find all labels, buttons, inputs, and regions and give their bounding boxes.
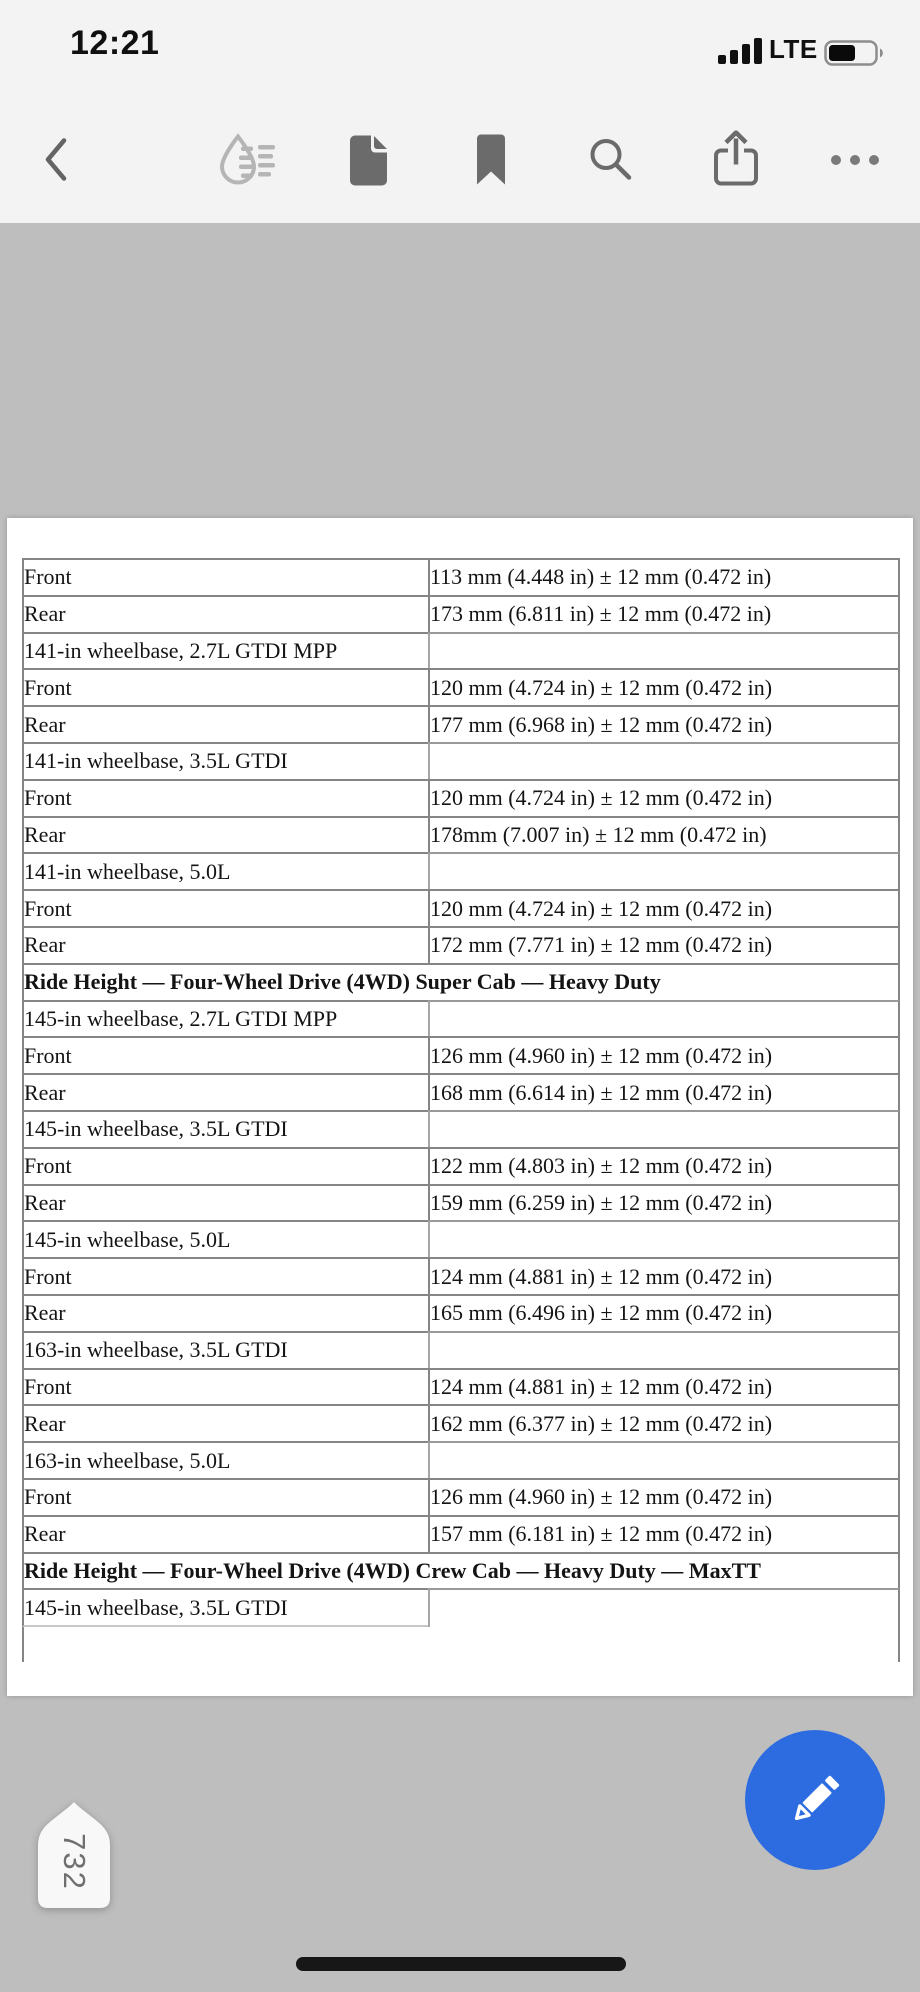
table-row <box>22 1036 900 1073</box>
section-empty-cell <box>428 632 900 669</box>
row-value: 168 mm (6.614 in) ± 12 mm (0.472 in) <box>428 1073 900 1110</box>
search-icon <box>588 137 634 183</box>
row-value: 113 mm (4.448 in) ± 12 mm (0.472 in) <box>428 558 900 595</box>
annotate-fab[interactable] <box>745 1730 885 1870</box>
table-row <box>22 1404 900 1441</box>
table-row <box>22 816 900 853</box>
signal-strength-icon <box>718 38 766 64</box>
row-label: Rear <box>22 1184 428 1221</box>
section-empty-cell <box>428 1588 900 1627</box>
page-thumbnails-icon <box>347 134 389 186</box>
section-label: 163-in wheelbase, 3.5L GTDI <box>22 1331 428 1368</box>
section-label: 163-in wheelbase, 5.0L <box>22 1441 428 1478</box>
table-row <box>22 852 900 889</box>
section-header: Ride Height — Four-Wheel Drive (4WD) Crew Cab — Heavy Duty — MaxTT <box>22 1552 900 1589</box>
table-row <box>22 1220 900 1257</box>
row-value: 178mm (7.007 in) ± 12 mm (0.472 in) <box>428 816 900 853</box>
row-label: Rear <box>22 595 428 632</box>
annotations-drop-icon <box>217 132 279 188</box>
table-row-clipped <box>22 1627 900 1662</box>
row-value: 165 mm (6.496 in) ± 12 mm (0.472 in) <box>428 1294 900 1331</box>
section-empty-cell <box>428 1220 900 1257</box>
row-value: 173 mm (6.811 in) ± 12 mm (0.472 in) <box>428 595 900 632</box>
table-row <box>22 926 900 963</box>
row-label: Front <box>22 1478 428 1515</box>
section-label: 145-in wheelbase, 2.7L GTDI MPP <box>22 1000 428 1037</box>
table-row <box>22 632 900 669</box>
row-label: Front <box>22 1036 428 1073</box>
row-value: 126 mm (4.960 in) ± 12 mm (0.472 in) <box>428 1478 900 1515</box>
row-label: Rear <box>22 1404 428 1441</box>
row-label: Front <box>22 1147 428 1184</box>
section-label: 145-in wheelbase, 3.5L GTDI <box>22 1110 428 1147</box>
section-label: 145-in wheelbase, 3.5L GTDI <box>22 1588 428 1627</box>
row-value: 159 mm (6.259 in) ± 12 mm (0.472 in) <box>428 1184 900 1221</box>
row-value: 126 mm (4.960 in) ± 12 mm (0.472 in) <box>428 1036 900 1073</box>
table-row <box>22 1294 900 1331</box>
section-header: Ride Height — Four-Wheel Drive (4WD) Super Cab — Heavy Duty <box>22 963 900 1000</box>
table-row <box>22 889 900 926</box>
row-label: Rear <box>22 1294 428 1331</box>
row-value: 122 mm (4.803 in) ± 12 mm (0.472 in) <box>428 1147 900 1184</box>
row-label: Rear <box>22 1073 428 1110</box>
row-label: Rear <box>22 705 428 742</box>
back-chevron-icon <box>40 136 70 184</box>
section-empty-cell <box>428 852 900 889</box>
row-value: 177 mm (6.968 in) ± 12 mm (0.472 in) <box>428 705 900 742</box>
section-empty-cell <box>428 1331 900 1368</box>
more-button[interactable] <box>830 153 880 171</box>
section-label: 141-in wheelbase, 5.0L <box>22 852 428 889</box>
clipped-cell <box>22 1627 900 1662</box>
row-value: 124 mm (4.881 in) ± 12 mm (0.472 in) <box>428 1257 900 1294</box>
row-value: 120 mm (4.724 in) ± 12 mm (0.472 in) <box>428 668 900 705</box>
table-row <box>22 1441 900 1478</box>
annotations-button[interactable] <box>217 132 279 193</box>
row-value: 157 mm (6.181 in) ± 12 mm (0.472 in) <box>428 1515 900 1552</box>
section-empty-cell <box>428 1110 900 1147</box>
table-row <box>22 1110 900 1147</box>
row-label: Front <box>22 558 428 595</box>
table-row <box>22 1000 900 1037</box>
row-label: Front <box>22 668 428 705</box>
battery-icon <box>824 40 886 66</box>
table-row <box>22 1552 900 1589</box>
page-thumbnails-button[interactable] <box>347 134 389 191</box>
row-value: 124 mm (4.881 in) ± 12 mm (0.472 in) <box>428 1368 900 1405</box>
share-icon <box>711 131 761 189</box>
section-label: 141-in wheelbase, 2.7L GTDI MPP <box>22 632 428 669</box>
ride-height-table-body <box>22 558 900 1662</box>
home-indicator[interactable] <box>296 1957 626 1971</box>
page-number-tab[interactable] <box>35 1800 113 1910</box>
section-empty-cell <box>428 1000 900 1037</box>
ride-height-table <box>22 558 900 1662</box>
table-row <box>22 1257 900 1294</box>
table-row <box>22 779 900 816</box>
row-label: Rear <box>22 816 428 853</box>
document-viewport[interactable] <box>0 223 920 1992</box>
pdf-page <box>7 518 913 1696</box>
table-row <box>22 1478 900 1515</box>
row-label: Front <box>22 889 428 926</box>
row-value: 162 mm (6.377 in) ± 12 mm (0.472 in) <box>428 1404 900 1441</box>
section-label: 141-in wheelbase, 3.5L GTDI <box>22 742 428 779</box>
share-button[interactable] <box>711 131 761 194</box>
top-chrome <box>0 0 920 223</box>
back-button[interactable] <box>40 136 70 189</box>
table-row <box>22 1331 900 1368</box>
table-row <box>22 742 900 779</box>
status-time: 12:21 <box>70 24 160 62</box>
table-row <box>22 705 900 742</box>
section-empty-cell <box>428 1441 900 1478</box>
search-button[interactable] <box>588 137 634 188</box>
section-empty-cell <box>428 742 900 779</box>
section-label: 145-in wheelbase, 5.0L <box>22 1220 428 1257</box>
row-label: Front <box>22 779 428 816</box>
table-row <box>22 595 900 632</box>
table-row <box>22 1147 900 1184</box>
row-label: Rear <box>22 926 428 963</box>
row-value: 120 mm (4.724 in) ± 12 mm (0.472 in) <box>428 779 900 816</box>
table-row <box>22 1588 900 1627</box>
page-number-label: 732 <box>57 1832 92 1891</box>
table-row <box>22 558 900 595</box>
table-row <box>22 1368 900 1405</box>
row-value: 120 mm (4.724 in) ± 12 mm (0.472 in) <box>428 889 900 926</box>
table-row <box>22 1184 900 1221</box>
row-label: Rear <box>22 1515 428 1552</box>
network-type-label: LTE <box>769 34 818 64</box>
table-row <box>22 668 900 705</box>
table-row <box>22 1515 900 1552</box>
more-ellipsis-icon <box>830 154 880 166</box>
table-row <box>22 963 900 1000</box>
bookmark-button[interactable] <box>473 133 509 192</box>
row-value: 172 mm (7.771 in) ± 12 mm (0.472 in) <box>428 926 900 963</box>
bookmark-icon <box>473 133 509 187</box>
table-row <box>22 1073 900 1110</box>
row-label: Front <box>22 1257 428 1294</box>
pencil-icon <box>784 1769 846 1831</box>
row-label: Front <box>22 1368 428 1405</box>
